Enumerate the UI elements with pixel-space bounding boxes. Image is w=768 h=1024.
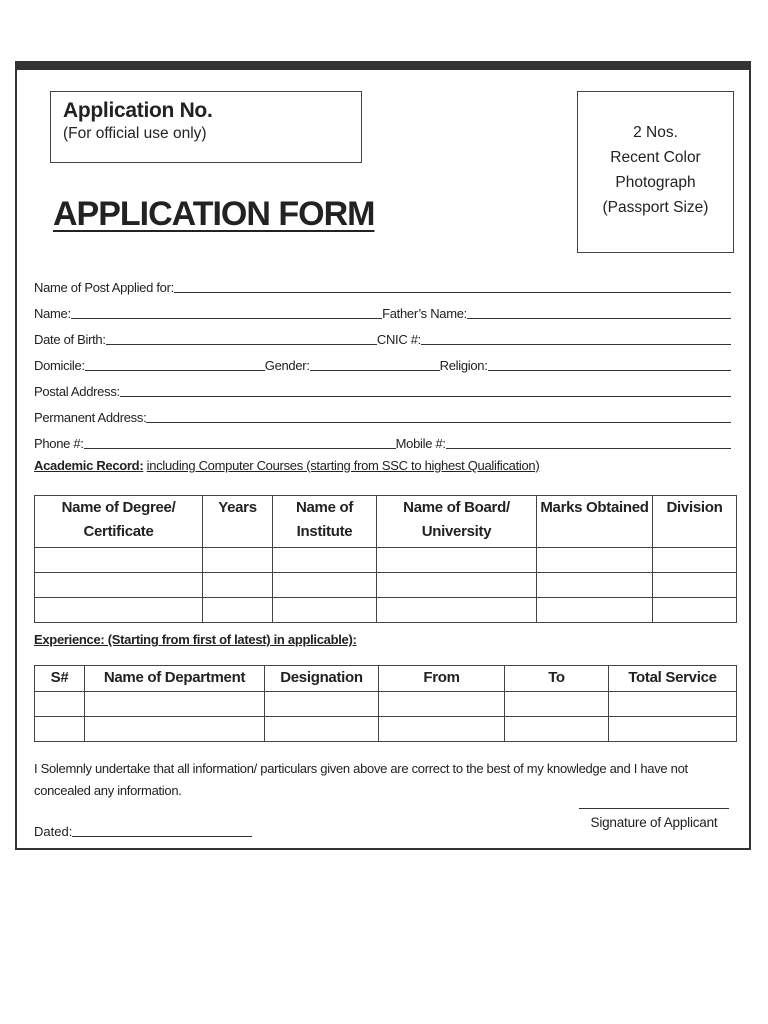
dated-label: Dated: <box>34 824 73 839</box>
permanent-address-field[interactable] <box>146 408 731 423</box>
name-field[interactable] <box>71 304 382 319</box>
academic-heading-row <box>34 458 539 473</box>
academic-col-division: Division <box>653 496 737 548</box>
table-row <box>35 717 737 742</box>
academic-col-marks: Marks Obtained <box>537 496 653 548</box>
gender-label: Gender: <box>264 358 310 373</box>
table-cell[interactable] <box>379 692 505 717</box>
religion-label: Religion: <box>439 358 488 373</box>
academic-col-degree: Name of Degree/ Certificate <box>35 496 203 548</box>
table-cell[interactable] <box>265 692 379 717</box>
table-cell[interactable] <box>505 717 609 742</box>
experience-col-sno: S# <box>35 666 85 692</box>
academic-table <box>34 495 737 623</box>
post-field[interactable] <box>174 278 731 293</box>
cnic-field[interactable] <box>421 330 731 345</box>
table-cell[interactable] <box>653 573 737 598</box>
field-row-permanent-address <box>34 403 731 425</box>
academic-subheading: including Computer Courses (starting from SSC to highest Qualification) <box>146 458 540 473</box>
dated-field[interactable] <box>72 822 252 837</box>
table-cell[interactable] <box>609 692 737 717</box>
table-row <box>35 692 737 717</box>
form-title: APPLICATION FORM <box>53 195 375 233</box>
field-row-postal-address <box>34 377 731 399</box>
academic-col-board: Name of Board/ University <box>377 496 537 548</box>
photo-line: Recent Color <box>610 149 701 166</box>
father-name-label: Father’s Name: <box>382 306 467 321</box>
mobile-field[interactable] <box>446 434 731 449</box>
table-cell[interactable] <box>379 717 505 742</box>
photo-line: Photograph <box>615 174 696 191</box>
name-label: Name: <box>34 306 71 321</box>
field-row-domicile <box>34 351 731 373</box>
permanent-address-label: Permanent Address: <box>34 410 147 425</box>
table-row <box>35 548 737 573</box>
field-row-name <box>34 299 731 321</box>
experience-table <box>34 665 737 742</box>
table-cell[interactable] <box>377 598 537 623</box>
signature-label: Signature of Applicant <box>579 808 729 830</box>
academic-header-row <box>35 496 737 548</box>
experience-col-from: From <box>379 666 505 692</box>
table-cell[interactable] <box>35 598 203 623</box>
experience-col-to: To <box>505 666 609 692</box>
application-form <box>15 61 751 850</box>
academic-col-institute: Name of Institute <box>273 496 377 548</box>
domicile-label: Domicile: <box>34 358 85 373</box>
table-cell[interactable] <box>653 548 737 573</box>
table-cell[interactable] <box>653 598 737 623</box>
religion-field[interactable] <box>488 356 731 371</box>
table-cell[interactable] <box>537 548 653 573</box>
table-cell[interactable] <box>505 692 609 717</box>
photo-box <box>577 91 734 253</box>
post-label: Name of Post Applied for: <box>34 280 174 295</box>
domicile-field[interactable] <box>85 356 265 371</box>
academic-heading: Academic Record: <box>34 458 144 473</box>
table-cell[interactable] <box>203 548 273 573</box>
dob-label: Date of Birth: <box>34 332 106 347</box>
field-row-dob <box>34 325 731 347</box>
application-number-note: (For official use only) <box>63 125 207 142</box>
table-cell[interactable] <box>85 692 265 717</box>
table-cell[interactable] <box>35 548 203 573</box>
table-cell[interactable] <box>203 573 273 598</box>
table-cell[interactable] <box>537 573 653 598</box>
postal-address-field[interactable] <box>120 382 731 397</box>
experience-col-total-service: Total Service <box>609 666 737 692</box>
table-cell[interactable] <box>273 548 377 573</box>
gender-field[interactable] <box>310 356 440 371</box>
field-row-phone <box>34 429 731 451</box>
table-cell[interactable] <box>265 717 379 742</box>
field-row-post <box>34 273 731 295</box>
photo-line: 2 Nos. <box>633 124 678 141</box>
experience-heading: Experience: (Starting from first of latest) in applicable): <box>34 632 357 647</box>
table-cell[interactable] <box>85 717 265 742</box>
dob-field[interactable] <box>106 330 377 345</box>
table-cell[interactable] <box>203 598 273 623</box>
application-number-box <box>50 91 362 163</box>
table-row <box>35 573 737 598</box>
table-cell[interactable] <box>273 598 377 623</box>
table-cell[interactable] <box>273 573 377 598</box>
table-cell[interactable] <box>377 548 537 573</box>
photo-line: (Passport Size) <box>602 199 709 216</box>
cnic-label: CNIC #: <box>376 332 421 347</box>
application-number-title: Application No. <box>63 99 213 122</box>
table-cell[interactable] <box>35 573 203 598</box>
father-name-field[interactable] <box>467 304 731 319</box>
table-cell[interactable] <box>609 717 737 742</box>
experience-header-row <box>35 666 737 692</box>
experience-col-department: Name of Department <box>85 666 265 692</box>
phone-field[interactable] <box>84 434 396 449</box>
dated-row <box>34 822 252 839</box>
table-cell[interactable] <box>377 573 537 598</box>
phone-label: Phone #: <box>34 436 84 451</box>
mobile-label: Mobile #: <box>395 436 446 451</box>
experience-col-designation: Designation <box>265 666 379 692</box>
academic-col-years: Years <box>203 496 273 548</box>
table-cell[interactable] <box>35 692 85 717</box>
table-row <box>35 598 737 623</box>
postal-address-label: Postal Address: <box>34 384 120 399</box>
table-cell[interactable] <box>35 717 85 742</box>
table-cell[interactable] <box>537 598 653 623</box>
declaration-text: I Solemnly undertake that all information/ particulars given above are correct to the best of my knowledge and I have not concealed any information. <box>34 761 688 798</box>
